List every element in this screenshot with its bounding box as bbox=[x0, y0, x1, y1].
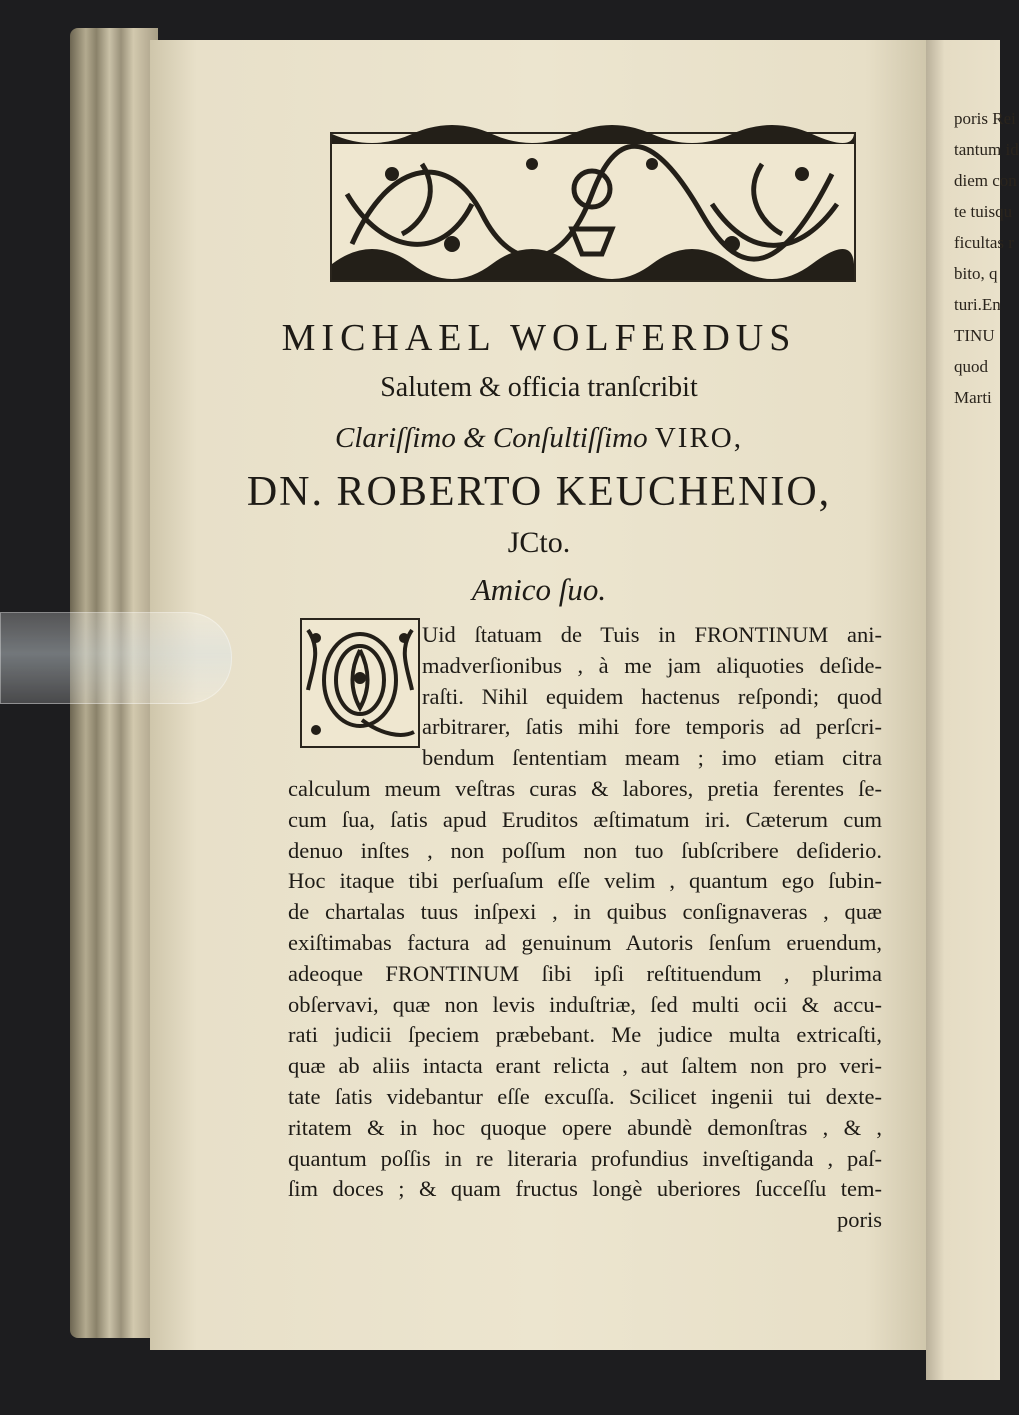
facing-page-text: TINU bbox=[954, 326, 995, 345]
body-line: tate ſatis videbantur eſſe excuſſa. Scilicet ingenii tui dexte- bbox=[288, 1084, 882, 1109]
body-line: Uid ſtatuam de Tuis in FRONTINUM ani- bbox=[422, 622, 882, 647]
facing-page-text: Marti bbox=[954, 388, 992, 407]
address-line bbox=[150, 422, 928, 455]
address-caps: VIRO, bbox=[654, 422, 743, 454]
body-line: ſim doces ; & quam fructus longè uberiores ſucceſſu tem- bbox=[288, 1176, 882, 1202]
facing-page-text: diem con bbox=[954, 171, 1017, 190]
author-heading: MICHAEL WOLFERDUS bbox=[281, 317, 797, 359]
recipient-title: JCto. bbox=[507, 526, 571, 559]
body-line: poris bbox=[837, 1207, 882, 1233]
body-line: de chartalas tuus inſpexi , in quibus conſignaveras , quæ bbox=[288, 899, 882, 925]
facing-page-text: ficultas r bbox=[954, 233, 1014, 252]
facing-page-text: turi.En bbox=[954, 295, 1001, 314]
body-line: raſti. Nihil equidem hactenus reſpondi; quod bbox=[422, 683, 882, 709]
body-line: exiſtimabas factura ad genuinum Autoris ſenſum eruendum, bbox=[288, 930, 882, 955]
decorated-initial-q bbox=[300, 618, 420, 748]
recipient-heading: DN. ROBERTO KEUCHENIO, bbox=[246, 469, 832, 515]
facing-page-text: bito, q bbox=[954, 264, 998, 283]
greeting-line: Salutem & officia tranſcribit bbox=[380, 372, 698, 403]
body-line: ritatem & in hoc quoque opere abundè demonſtras , & , bbox=[288, 1114, 882, 1140]
glass-page-weight bbox=[0, 612, 232, 704]
body-line: obſervavi, quæ non levis induſtriæ, ſed multi ocii & accu- bbox=[288, 991, 882, 1017]
body-line: Hoc itaque tibi perſuaſum eſſe velim , quantum ego ſubin- bbox=[288, 868, 882, 894]
body-line: madverſionibus , à me jam aliquoties deſide- bbox=[422, 652, 882, 678]
body-line: calculum meum veſtras curas & labores, pretia ferentes ſe- bbox=[288, 776, 882, 801]
body-line: adeoque FRONTINUM ſibi ipſi reſtituendum , plurima bbox=[288, 960, 882, 986]
facing-page-text: te tuisqu bbox=[954, 202, 1013, 221]
body-line: cum ſua, ſatis apud Eruditos æſtimatum iri. Cæterum cum bbox=[288, 806, 882, 832]
facing-page-text: quod bbox=[954, 357, 988, 376]
facing-page-fragment bbox=[926, 40, 1019, 1380]
body-line: denuo inſtes , non poſſum non tuo ſubſcribere deſiderio. bbox=[288, 837, 882, 863]
body-line: quæ ab aliis intacta erant relicta , aut ſaltem non pro veri- bbox=[288, 1053, 882, 1079]
book-page bbox=[150, 40, 928, 1350]
body-line: bendum ſententiam meam ; imo etiam citra bbox=[422, 745, 882, 771]
address-italic: Clariſſimo & Conſultiſſimo bbox=[335, 422, 648, 454]
facing-page-text: poris Rei bbox=[954, 109, 1016, 128]
body-line: rati judicii ſpeciem præbebant. Me judice multa extricaſti, bbox=[288, 1022, 882, 1048]
facing-page-text: tantum id bbox=[954, 140, 1019, 159]
amico-line: Amico ſuo. bbox=[471, 572, 607, 607]
headpiece-ornament bbox=[330, 132, 856, 282]
body-line: arbitrarer, ſatis mihi fore temporis ad perſcri- bbox=[422, 714, 882, 740]
body-line: quantum poſſis in re literaria profundius inveſtiganda , paſ- bbox=[288, 1145, 882, 1171]
